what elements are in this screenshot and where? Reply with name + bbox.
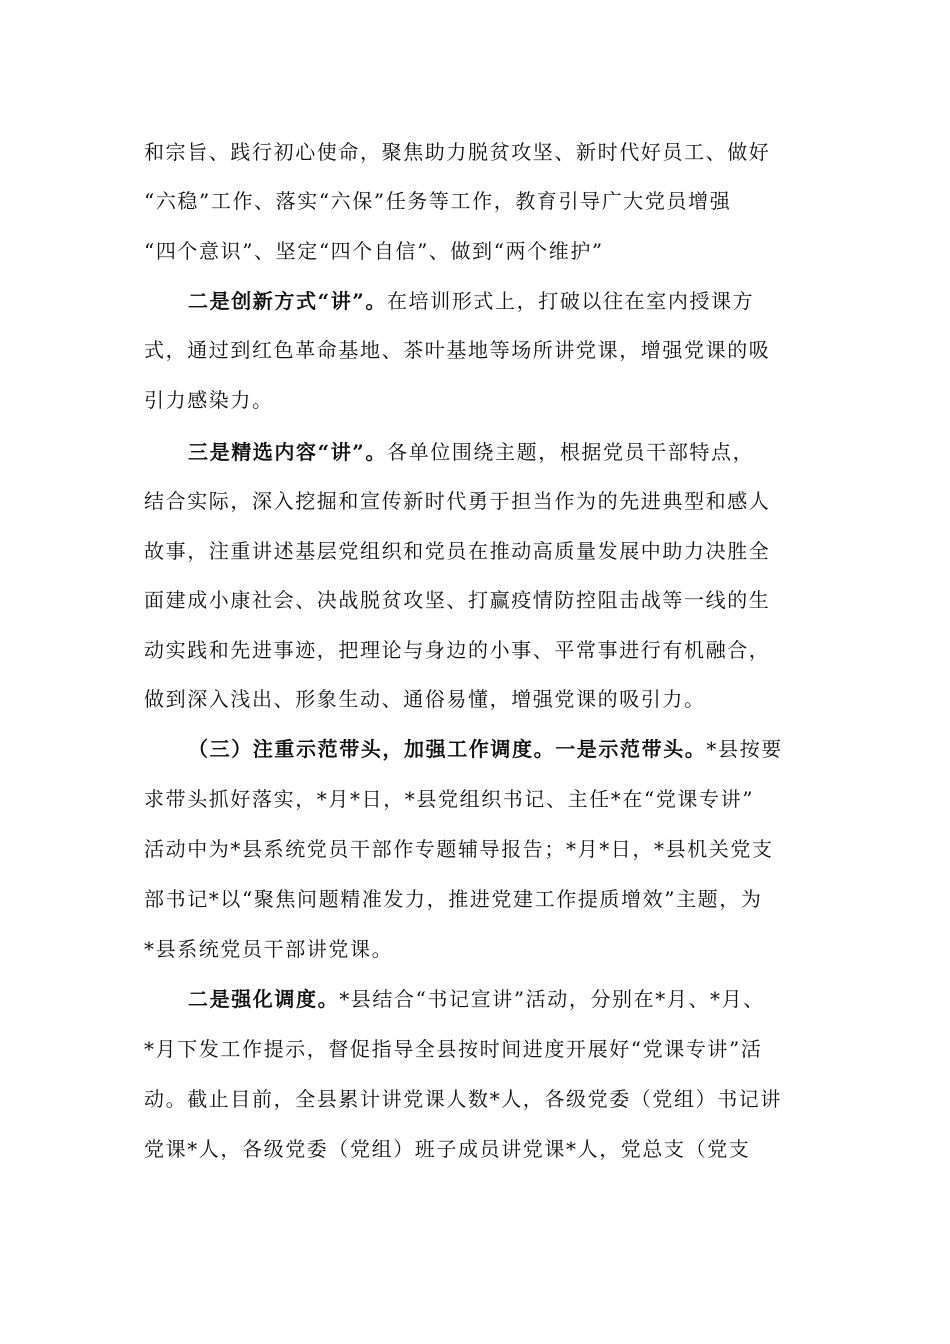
line-text: 动实践和先进事迹，把理论与身边的小事、平常事进行有机融合，	[144, 638, 771, 662]
paragraph-start-line	[188, 281, 814, 321]
text-line	[144, 679, 814, 719]
text-line	[144, 330, 814, 370]
text-line	[144, 380, 814, 420]
paragraph-heading: （三）注重示范带头，加强工作调度。一是示范带头。	[188, 737, 707, 761]
line-text: “四个意识”、坚定“四个自信”、做到“两个维护”	[144, 239, 604, 263]
line-text: 引力感染力。	[144, 388, 274, 412]
text-line	[144, 779, 814, 819]
paragraph-heading: 二是强化调度。	[188, 987, 340, 1011]
text-line	[144, 829, 814, 869]
text-line	[144, 1079, 814, 1119]
line-text: 活动中为*县系统党员干部作专题辅导报告；*月*日，*县机关党支	[144, 837, 774, 861]
text-line	[144, 1129, 814, 1169]
line-text: 党课*人，各级党委（党组）班子成员讲党课*人，党总支（党支	[144, 1137, 751, 1161]
line-text: 动。截止目前，全县累计讲党课人数*人，各级党委（党组）书记讲	[144, 1087, 782, 1111]
paragraph-start-line	[188, 979, 814, 1019]
text-line	[144, 132, 814, 172]
paragraph-heading: 三是精选内容“讲”。	[188, 440, 388, 464]
text-line	[144, 481, 814, 521]
line-text: 面建成小康社会、决战脱贫攻坚、打赢疫情防控阻击战等一线的生	[144, 588, 771, 612]
text-line	[144, 1029, 814, 1069]
line-text: 和宗旨、践行初心使命，聚焦助力脱贫攻坚、新时代好员工、做好	[144, 140, 771, 164]
line-text: 在培训形式上，打破以往在室内授课方	[387, 289, 755, 313]
paragraph-start-line	[188, 432, 814, 472]
text-line	[144, 531, 814, 571]
text-line	[144, 929, 814, 969]
line-text: *月下发工作提示，督促指导全县按时间进度开展好“党课专讲”活	[144, 1037, 763, 1061]
line-text: *县结合“书记宣讲”活动，分别在*月、*月、	[339, 987, 765, 1011]
text-line	[144, 231, 814, 271]
text-line	[144, 879, 814, 919]
paragraph-start-line	[188, 729, 814, 769]
line-text: *县系统党员干部讲党课。	[144, 937, 394, 961]
line-text: 故事，注重讲述基层党组织和党员在推动高质量发展中助力决胜全	[144, 539, 771, 563]
line-text: “六稳”工作、落实“六保”任务等工作，教育引导广大党员增强	[144, 189, 732, 213]
text-line	[144, 630, 814, 670]
text-line	[144, 181, 814, 221]
line-text: 式，通过到红色革命基地、茶叶基地等场所讲党课，增强党课的吸	[144, 338, 771, 362]
line-text: 部书记*以“聚焦问题精准发力，推进党建工作提质增效”主题，为	[144, 887, 763, 911]
line-text: *县按要	[706, 737, 783, 761]
line-text: 求带头抓好落实，*月*日，*县党组织书记、主任*在“党课专讲”	[144, 787, 755, 811]
text-line	[144, 580, 814, 620]
paragraph-heading: 二是创新方式“讲”。	[188, 289, 388, 313]
line-text: 各单位围绕主题，根据党员干部特点，	[387, 440, 755, 464]
line-text: 结合实际，深入挖掘和宣传新时代勇于担当作为的先进典型和感人	[144, 489, 771, 513]
line-text: 做到深入浅出、形象生动、通俗易懂，增强党课的吸引力。	[144, 687, 706, 711]
